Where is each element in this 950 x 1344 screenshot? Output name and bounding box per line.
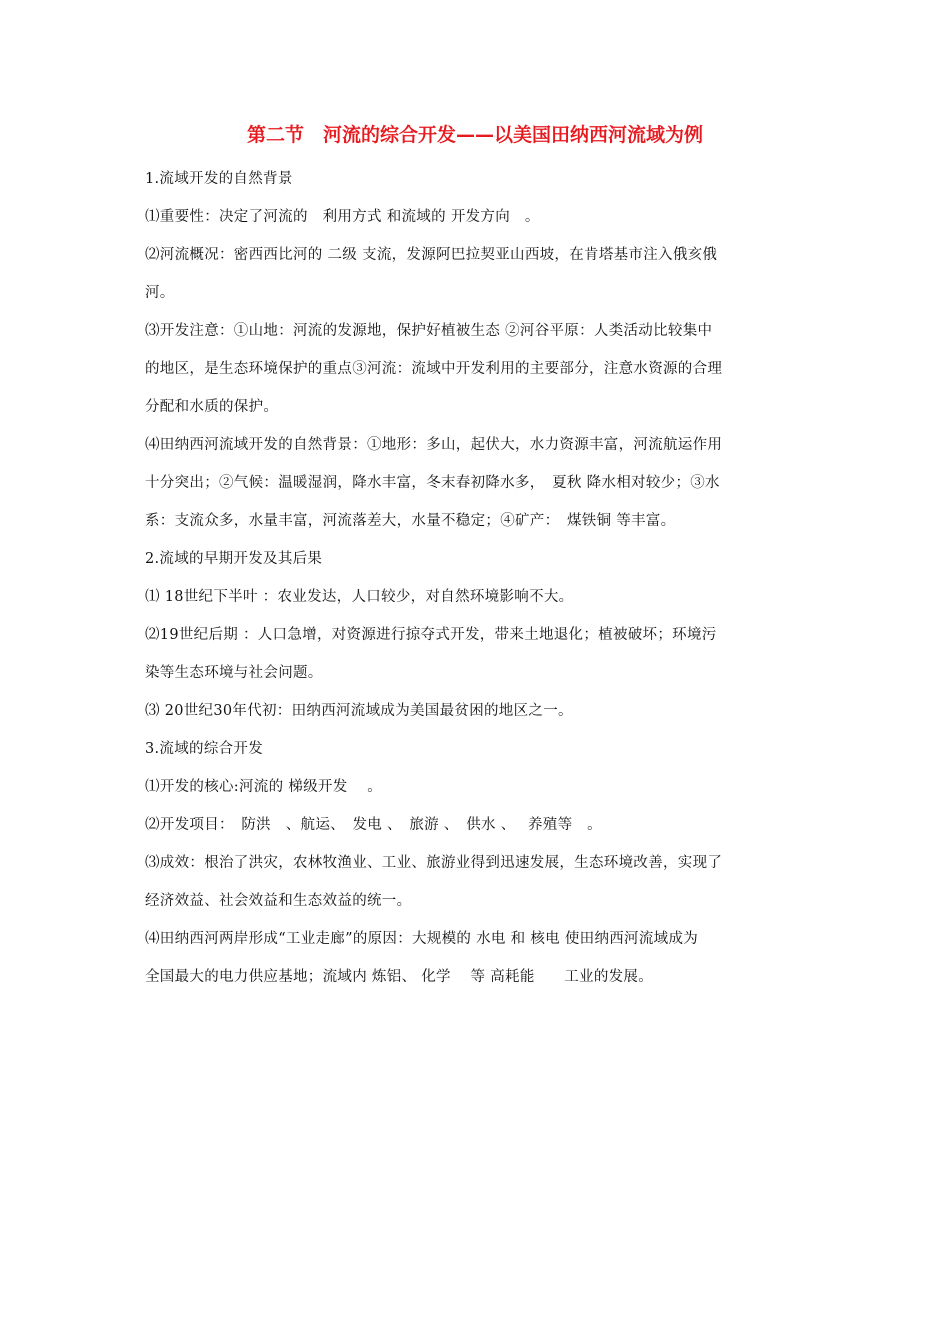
paragraph-line: 十分突出；②气候：温暖湿润，降水丰富，冬末春初降水多， 夏秋 降水相对较少；③水 [145,475,720,491]
paragraph-line: ⑶成效：根治了洪灾，农林牧渔业、工业、旅游业得到迅速发展，生态环境改善，实现了 [145,855,723,871]
paragraph-line: ⑴开发的核心:河流的 梯级开发 。 [145,779,383,795]
paragraph-line: ⑴ 18世纪下半叶 ：农业发达，人口较少，对自然环境影响不大。 [145,589,574,605]
document-body [145,160,810,996]
paragraph-line: ⑵河流概况：密西西比河的 二级 支流，发源阿巴拉契亚山西坡，在肯塔基市注入俄亥俄 [145,247,718,263]
paragraph-line: 全国最大的电力供应基地；流域内 炼铝、 化学 等 高耗能 工业的发展。 [145,969,654,985]
paragraph-line: ⑵开发项目： 防洪 、航运、 发电 、 旅游 、 供水 、 养殖等 。 [145,817,602,833]
paragraph-line: 的地区，是生态环境保护的重点③河流：流域中开发利用的主要部分，注意水资源的合理 [145,361,723,377]
paragraph-line: ⑷田纳西河流域开发的自然背景：①地形：多山，起伏大，水力资源丰富，河流航运作用 [145,437,723,453]
paragraph-line: ⑶开发注意：①山地：河流的发源地，保护好植被生态 ②河谷平原：人类活动比较集中 [145,323,713,339]
paragraph-line: 经济效益、社会效益和生态效益的统一。 [145,893,412,909]
section-heading: 1.流域开发的自然背景 [145,171,293,187]
paragraph-line: ⑴重要性：决定了河流的 利用方式 和流域的 开发方向 。 [145,209,540,225]
paragraph-line: ⑵19世纪后期 ：人口急增，对资源进行掠夺式开发，带来土地退化；植被破坏；环境污 [145,627,717,643]
paragraph-line: 系：支流众多，水量丰富，河流落差大，水量不稳定；④矿产： 煤铁铜 等丰富。 [145,513,676,529]
page-title: 第二节 河流的综合开发——以美国田纳西河流域为例 [246,124,703,146]
section-heading: 3.流域的综合开发 [145,741,264,757]
paragraph-line: 分配和水质的保护。 [145,399,279,415]
section-heading: 2.流域的早期开发及其后果 [145,551,323,567]
paragraph-line: ⑶ 20世纪30年代初：田纳西河流域成为美国最贫困的地区之一。 [145,703,573,719]
paragraph-line: 河。 [145,285,175,301]
paragraph-line: 染等生态环境与社会问题。 [145,665,323,681]
paragraph-line: ⑷田纳西河两岸形成“工业走廊”的原因：大规模的 水电 和 核电 使田纳西河流域成为 [145,931,699,947]
